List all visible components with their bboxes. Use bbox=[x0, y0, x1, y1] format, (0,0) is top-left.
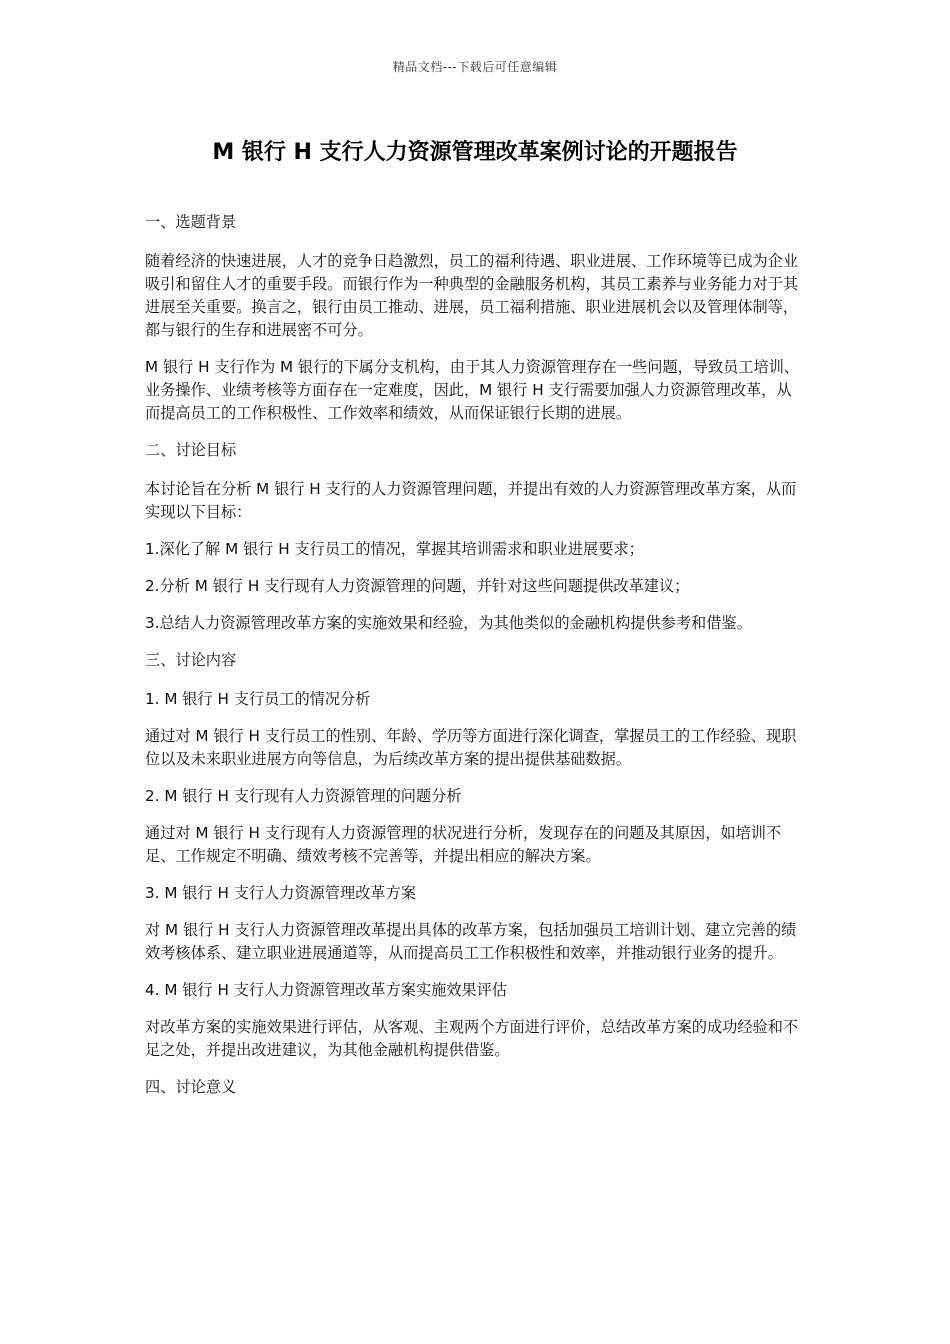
content-item-4-title: 4. M 银行 H 支行人力资源管理改革方案实施效果评估 bbox=[145, 981, 508, 999]
section-heading-content: 三、讨论内容 bbox=[145, 651, 237, 669]
content-item-2-title: 2. M 银行 H 支行现有人力资源管理的问题分析 bbox=[145, 787, 462, 805]
document-title: M 银行 H 支行人力资源管理改革案例讨论的开题报告 bbox=[212, 140, 738, 165]
content-item-1-body: 通过对 M 银行 H 支行员工的性别、年龄、学历等方面进行深化调查，掌握员工的工作经验、现职位以及未来职业进展方向等信息，为后续改革方案的提出提供基础数据。 bbox=[145, 727, 797, 768]
content-item-2-body: 通过对 M 银行 H 支行现有人力资源管理的状况进行分析，发现存在的问题及其原因，如培训不足、工作规定不明确、绩效考核不完善等，并提出相应的解决方案。 bbox=[145, 824, 782, 865]
section-heading-background: 一、选题背景 bbox=[145, 213, 237, 231]
objective-item-3: 3.总结人力资源管理改革方案的实施效果和经验，为其他类似的金融机构提供参考和借鉴。 bbox=[145, 614, 752, 632]
content-item-3-title: 3. M 银行 H 支行人力资源管理改革方案 bbox=[145, 884, 416, 902]
document-body bbox=[145, 211, 805, 1115]
paragraph-objectives-intro: 本讨论旨在分析 M 银行 H 支行的人力资源管理问题，并提出有效的人力资源管理改革方案，从而实现以下目标： bbox=[145, 480, 797, 521]
objective-item-2: 2.分析 M 银行 H 支行现有人力资源管理的问题，并针对这些问题提供改革建议； bbox=[145, 577, 690, 595]
content-item-4-body: 对改革方案的实施效果进行评估，从客观、主观两个方面进行评价，总结改革方案的成功经验和不足之处，并提出改进建议，为其他金融机构提供借鉴。 bbox=[145, 1018, 799, 1059]
content-item-1-title: 1. M 银行 H 支行员工的情况分析 bbox=[145, 690, 371, 708]
paragraph-background-2: M 银行 H 支行作为 M 银行的下属分支机构，由于其人力资源管理存在一些问题，导致员工培训、业务操作、业绩考核等方面存在一定难度，因此，M 银行 H 支行需要加强人力资源管理改革，从而提高员工的工作积极性、工作效率和绩效，从而保证银行长期的进展。 bbox=[145, 358, 800, 422]
content-item-3-body: 对 M 银行 H 支行人力资源管理改革提出具体的改革方案，包括加强员工培训计划、建立完善的绩效考核体系、建立职业进展通道等，从而提高员工工作积极性和效率，并推动银行业务的提升。 bbox=[145, 921, 797, 962]
paragraph-background-1: 随着经济的快速进展，人才的竞争日趋激烈，员工的福利待遇、职业进展、工作环境等已成为企业吸引和留住人才的重要手段。而银行作为一种典型的金融服务机构，其员工素养与业务能力对于其进展至关重要。换言之，银行由员工推动、进展，员工福利措施、职业进展机会以及管理体制等，都与银行的生存和进展密不可分。 bbox=[145, 252, 799, 339]
objective-item-1: 1.深化了解 M 银行 H 支行员工的情况，掌握其培训需求和职业进展要求； bbox=[145, 540, 644, 558]
page-header: 精品文档---下载后可任意编辑 bbox=[392, 60, 558, 74]
section-heading-significance: 四、讨论意义 bbox=[145, 1078, 237, 1096]
section-heading-objectives: 二、讨论目标 bbox=[145, 441, 237, 459]
